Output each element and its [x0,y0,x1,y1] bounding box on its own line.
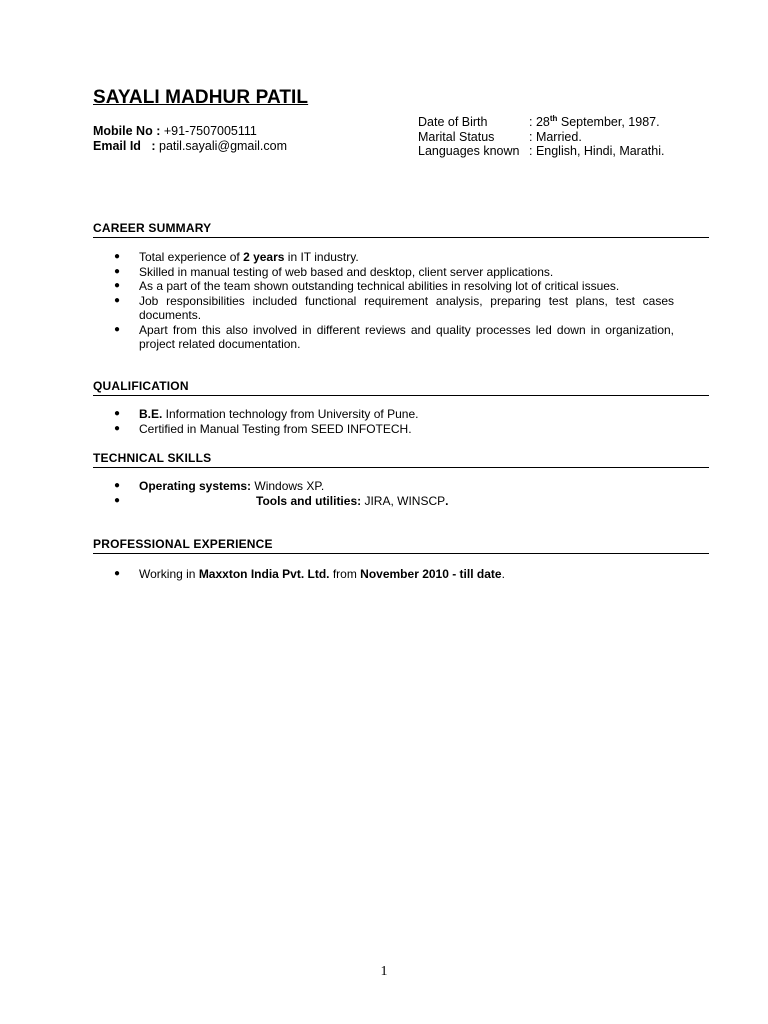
dob-value: : 28th September, 1987. [529,113,660,129]
page-number: 1 [380,964,388,979]
list-item: ● Certified in Manual Testing from SEED INFOTECH. [114,421,412,436]
bullet-icon: ● [114,323,121,335]
languages-value: : English, Hindi, Marathi. [529,144,665,158]
bullet-icon: ● [114,480,121,491]
career-summary-section [93,221,709,352]
list-item: ● Tools and utilities: JIRA, WINSCP. [114,493,449,508]
list-item: ● B.E. Information technology from University of Pune. [114,407,419,421]
section-title: QUALIFICATION [93,379,709,396]
dob-row [418,115,664,130]
bullet-icon: ● [114,251,121,262]
list-item: ● Job responsibilities included functional requirement analysis, preparing test plans, test cases documents. [114,293,674,322]
section-title: TECHNICAL SKILLS [93,451,709,468]
mobile-line [93,124,287,139]
list-item: ● As a part of the team shown outstanding technical abilities in resolving lot of critical issues. [114,279,620,293]
section-title: CAREER SUMMARY [93,221,709,238]
list-item: ● Skilled in manual testing of web based and desktop, client server applications. [114,264,554,279]
experience-list [93,567,709,582]
mobile-label: Mobile No : [93,124,161,138]
contact-block [93,124,287,153]
bullet-icon: ● [114,265,121,277]
list-item: ● Operating systems: Windows XP. [114,479,325,493]
list-item: ● Total experience of 2 years in IT industry. [114,250,359,264]
bullet-icon: ● [114,280,121,291]
career-summary-list [93,250,709,352]
languages-label: Languages known [418,144,520,158]
list-item: ● Apart from this also involved in different reviews and quality processes led down in organization, project related documentation. [114,322,674,351]
list-item: ● Working in Maxxton India Pvt. Ltd. from November 2010 - till date. [114,567,505,581]
section-title: PROFESSIONAL EXPERIENCE [93,537,709,554]
candidate-name: SAYALI MADHUR PATIL [93,87,309,108]
bullet-icon: ● [114,408,121,419]
marital-label: Marital Status [418,129,495,144]
languages-row [418,144,664,159]
bullet-icon: ● [114,422,121,434]
email-separator: : [151,138,156,153]
personal-details [418,115,664,159]
mobile-value: +91-7507005111 [163,124,257,138]
email-label: Email Id [93,138,141,153]
bullet-icon: ● [114,568,121,579]
email-value: patil.sayali@gmail.com [159,138,288,153]
dob-label: Date of Birth [418,115,488,129]
bullet-icon: ● [114,494,121,506]
technical-skills-section [93,451,709,508]
marital-row [418,130,664,145]
technical-skills-list [93,479,709,508]
email-line [93,139,287,154]
marital-value: : Married. [529,129,582,144]
qualification-section [93,379,709,436]
professional-experience-section [93,537,709,582]
bullet-icon: ● [114,294,121,306]
qualification-list [93,407,709,436]
